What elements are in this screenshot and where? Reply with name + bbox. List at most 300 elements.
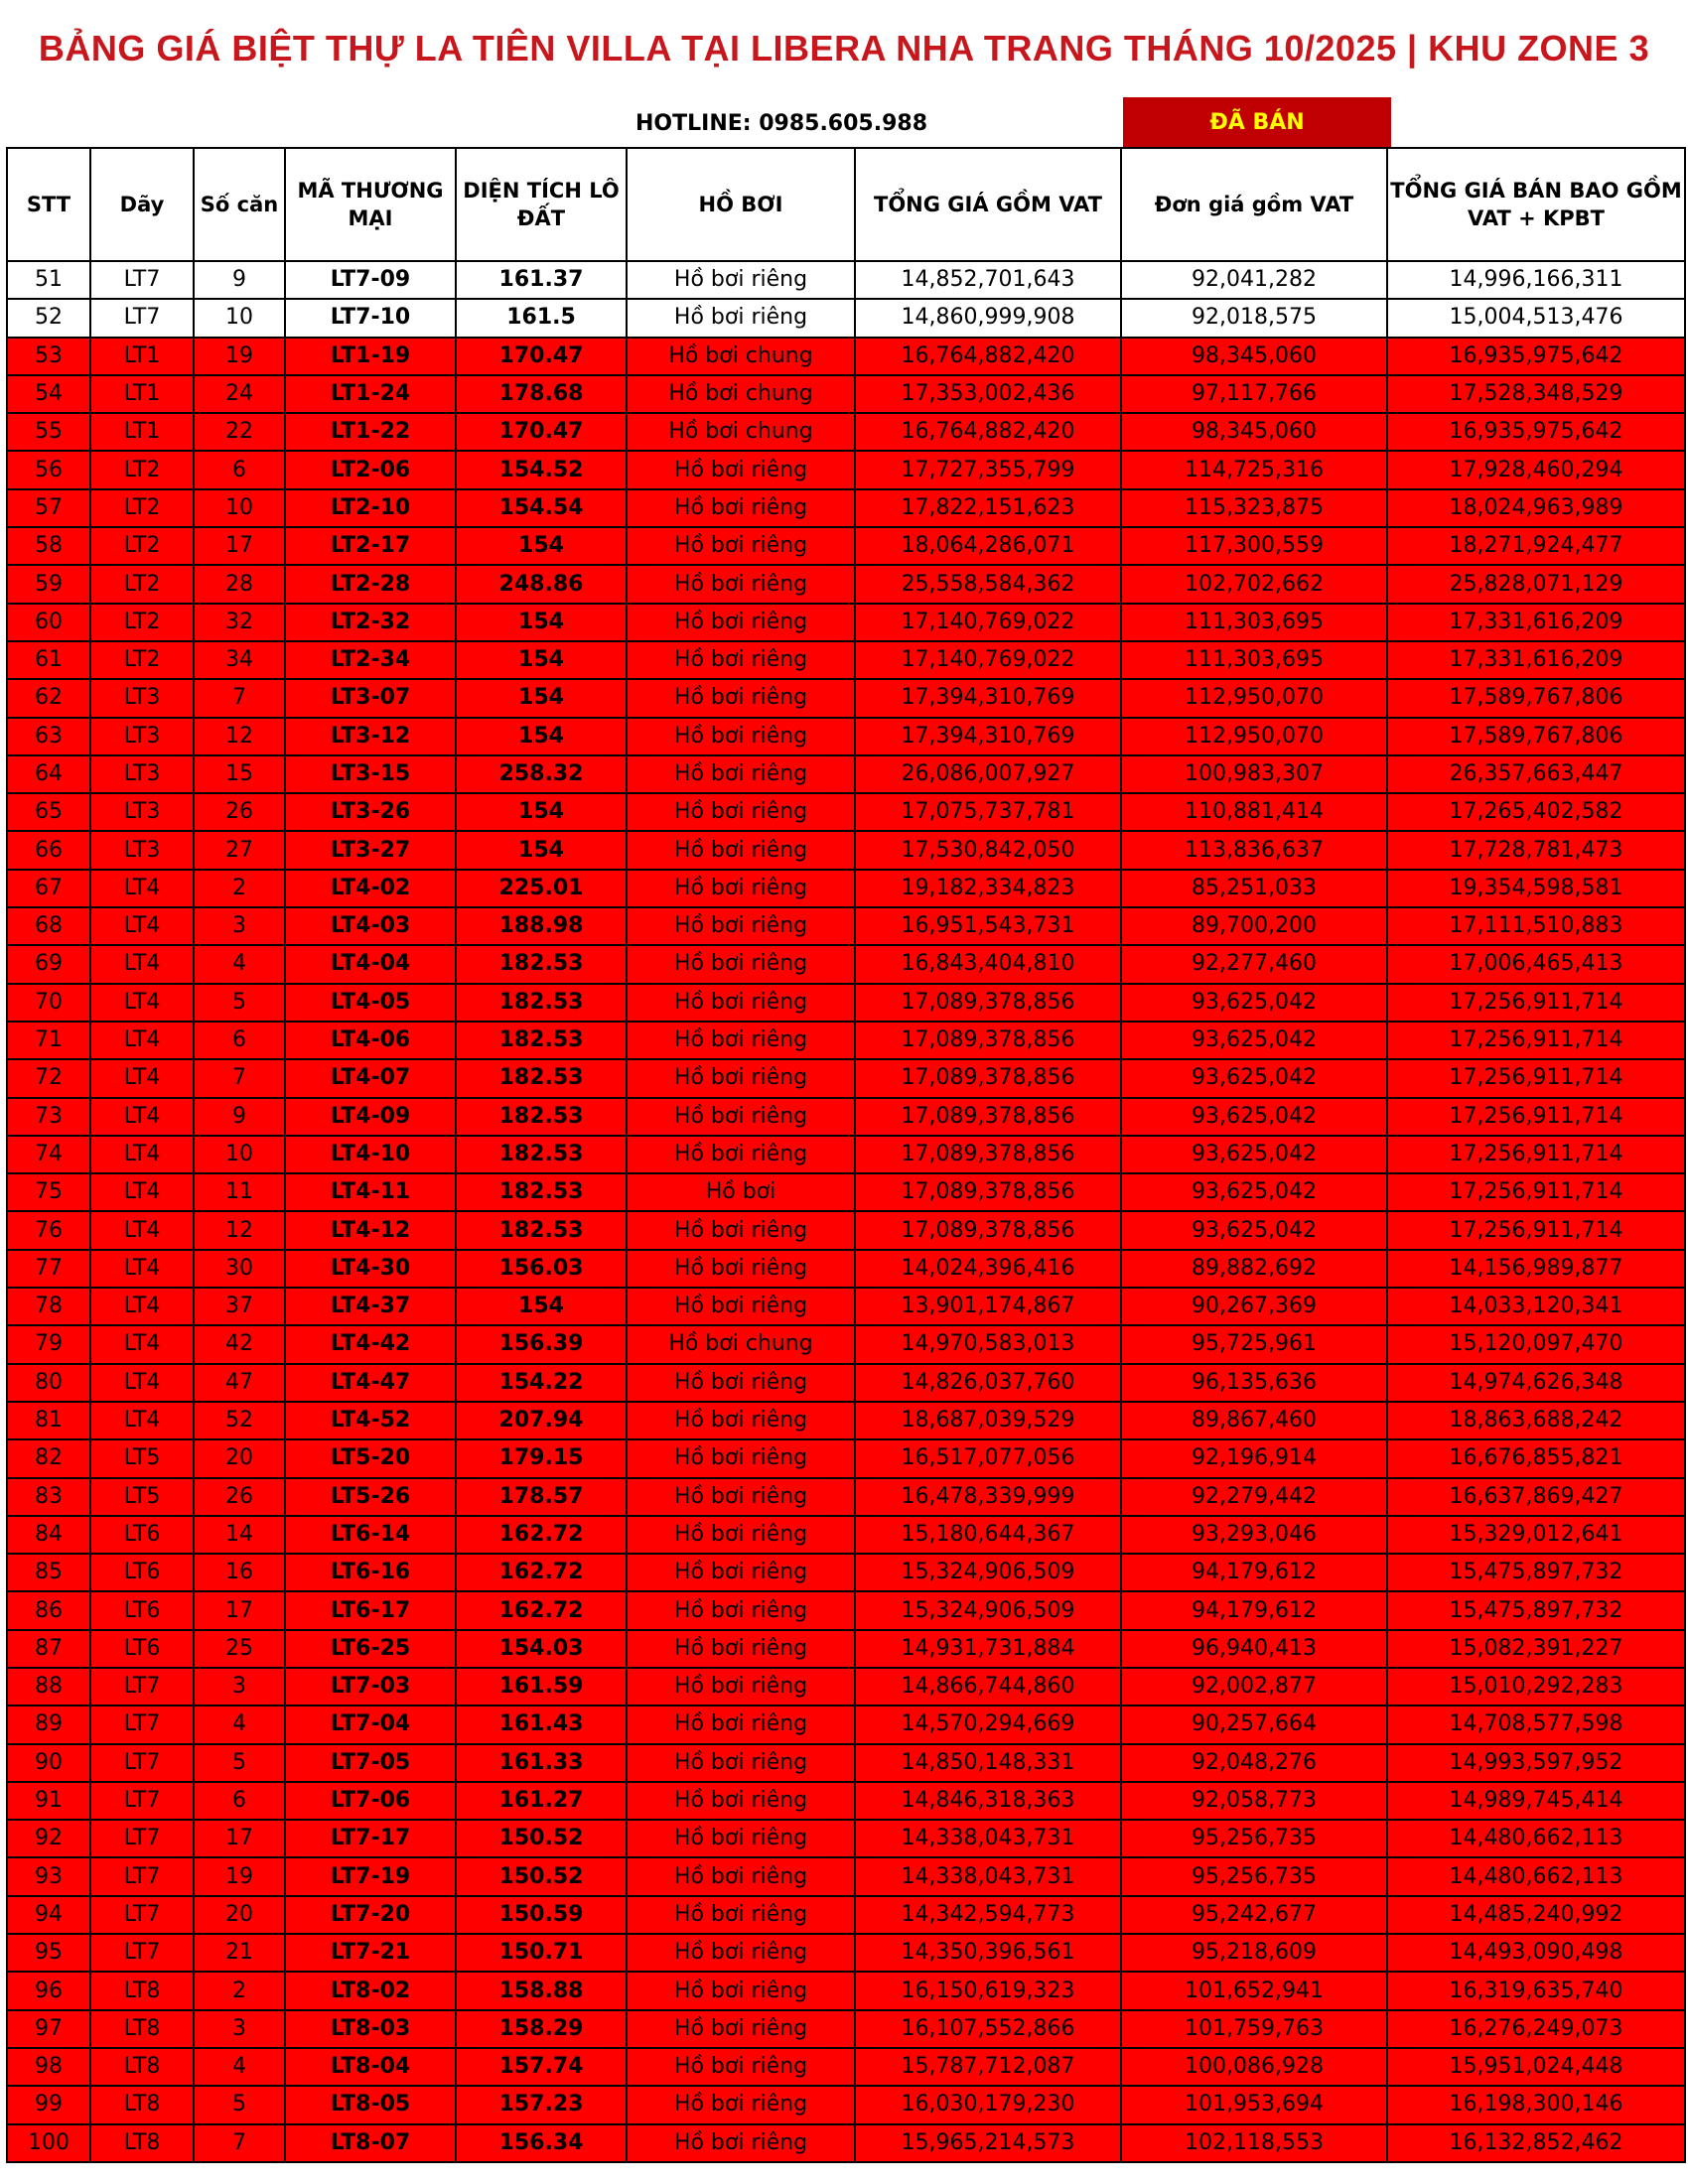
cell-tong-gia: 16,107,552,866 (855, 2010, 1121, 2048)
cell-so-can: 28 (194, 565, 285, 603)
cell-tong-gia-bao-gom: 14,708,577,598 (1387, 1706, 1685, 1743)
cell-day: LT8 (90, 2010, 194, 2048)
table-row (7, 489, 1685, 527)
cell-ho-boi: Hồ bơi riêng (627, 1439, 855, 1477)
cell-tong-gia-bao-gom: 15,475,897,732 (1387, 1554, 1685, 1591)
cell-ho-boi: Hồ bơi riêng (627, 1516, 855, 1554)
cell-stt: 56 (7, 451, 90, 488)
table-row (7, 1934, 1685, 1972)
cell-tong-gia: 17,822,151,623 (855, 489, 1121, 527)
cell-stt: 89 (7, 1706, 90, 1743)
cell-stt: 79 (7, 1325, 90, 1363)
cell-tong-gia: 16,764,882,420 (855, 413, 1121, 451)
header-day: Dãy (90, 148, 194, 261)
cell-don-gia: 92,048,276 (1121, 1744, 1387, 1782)
cell-ho-boi: Hồ bơi riêng (627, 679, 855, 717)
cell-tong-gia: 14,866,744,860 (855, 1668, 1121, 1706)
table-row (7, 1364, 1685, 1402)
cell-tong-gia: 14,970,583,013 (855, 1325, 1121, 1363)
cell-don-gia: 92,196,914 (1121, 1439, 1387, 1477)
cell-so-can: 14 (194, 1516, 285, 1554)
cell-stt: 71 (7, 1022, 90, 1059)
cell-don-gia: 89,867,460 (1121, 1402, 1387, 1439)
cell-ma-thuong-mai: LT7-21 (285, 1934, 456, 1972)
table-row (7, 641, 1685, 679)
cell-day: LT3 (90, 679, 194, 717)
cell-ho-boi: Hồ bơi riêng (627, 718, 855, 755)
cell-tong-gia: 14,570,294,669 (855, 1706, 1121, 1743)
cell-ma-thuong-mai: LT7-17 (285, 1820, 456, 1857)
cell-ma-thuong-mai: LT2-34 (285, 641, 456, 679)
cell-don-gia: 92,277,460 (1121, 945, 1387, 983)
table-row (7, 984, 1685, 1022)
cell-ho-boi: Hồ bơi riêng (627, 1782, 855, 1820)
table-row (7, 338, 1685, 375)
table-row (7, 1857, 1685, 1895)
cell-ho-boi: Hồ bơi riêng (627, 489, 855, 527)
cell-dien-tich: 162.72 (456, 1591, 627, 1629)
cell-ho-boi: Hồ bơi riêng (627, 1934, 855, 1972)
cell-day: LT8 (90, 1972, 194, 2009)
table-row (7, 261, 1685, 299)
cell-ho-boi: Hồ bơi riêng (627, 604, 855, 641)
cell-tong-gia: 16,764,882,420 (855, 338, 1121, 375)
cell-so-can: 42 (194, 1325, 285, 1363)
cell-tong-gia-bao-gom: 14,156,989,877 (1387, 1250, 1685, 1288)
cell-dien-tich: 158.88 (456, 1972, 627, 2009)
cell-stt: 81 (7, 1402, 90, 1439)
cell-ma-thuong-mai: LT4-03 (285, 907, 456, 945)
cell-don-gia: 95,242,677 (1121, 1896, 1387, 1934)
table-row (7, 1098, 1685, 1136)
cell-stt: 51 (7, 261, 90, 299)
cell-dien-tich: 156.39 (456, 1325, 627, 1363)
cell-ho-boi: Hồ bơi chung (627, 413, 855, 451)
cell-day: LT7 (90, 261, 194, 299)
cell-stt: 96 (7, 1972, 90, 2009)
table-row (7, 1706, 1685, 1743)
cell-tong-gia: 16,951,543,731 (855, 907, 1121, 945)
cell-ho-boi: Hồ bơi riêng (627, 1896, 855, 1934)
cell-dien-tich: 154 (456, 793, 627, 831)
cell-tong-gia: 14,826,037,760 (855, 1364, 1121, 1402)
cell-don-gia: 90,257,664 (1121, 1706, 1387, 1743)
cell-dien-tich: 161.43 (456, 1706, 627, 1743)
cell-so-can: 12 (194, 1211, 285, 1249)
cell-ma-thuong-mai: LT5-26 (285, 1478, 456, 1516)
cell-don-gia: 112,950,070 (1121, 679, 1387, 717)
cell-stt: 69 (7, 945, 90, 983)
cell-ho-boi: Hồ bơi riêng (627, 2048, 855, 2086)
cell-stt: 94 (7, 1896, 90, 1934)
cell-stt: 76 (7, 1211, 90, 1249)
cell-so-can: 6 (194, 451, 285, 488)
cell-dien-tich: 170.47 (456, 413, 627, 451)
cell-ho-boi: Hồ bơi riêng (627, 755, 855, 793)
cell-stt: 86 (7, 1591, 90, 1629)
cell-day: LT7 (90, 1782, 194, 1820)
header-dien-tich: DIỆN TÍCH LÔ ĐẤT (456, 148, 627, 261)
cell-ma-thuong-mai: LT6-16 (285, 1554, 456, 1591)
cell-ho-boi: Hồ bơi riêng (627, 870, 855, 907)
cell-dien-tich: 182.53 (456, 945, 627, 983)
cell-tong-gia: 17,089,378,856 (855, 1211, 1121, 1249)
cell-stt: 77 (7, 1250, 90, 1288)
cell-stt: 90 (7, 1744, 90, 1782)
cell-ma-thuong-mai: LT3-15 (285, 755, 456, 793)
cell-ma-thuong-mai: LT7-04 (285, 1706, 456, 1743)
cell-stt: 84 (7, 1516, 90, 1554)
cell-stt: 78 (7, 1288, 90, 1325)
cell-ma-thuong-mai: LT4-06 (285, 1022, 456, 1059)
cell-stt: 59 (7, 565, 90, 603)
table-header-row (7, 148, 1685, 261)
cell-so-can: 32 (194, 604, 285, 641)
cell-day: LT7 (90, 1857, 194, 1895)
cell-dien-tich: 154.54 (456, 489, 627, 527)
cell-stt: 58 (7, 527, 90, 565)
cell-don-gia: 95,218,609 (1121, 1934, 1387, 1972)
cell-don-gia: 93,293,046 (1121, 1516, 1387, 1554)
cell-ma-thuong-mai: LT6-17 (285, 1591, 456, 1629)
table-row (7, 1173, 1685, 1211)
cell-tong-gia: 17,353,002,436 (855, 375, 1121, 413)
cell-day: LT8 (90, 2048, 194, 2086)
cell-day: LT7 (90, 299, 194, 337)
cell-tong-gia-bao-gom: 16,935,975,642 (1387, 338, 1685, 375)
cell-so-can: 7 (194, 1059, 285, 1097)
cell-day: LT2 (90, 527, 194, 565)
cell-don-gia: 117,300,559 (1121, 527, 1387, 565)
table-row (7, 1439, 1685, 1477)
cell-ma-thuong-mai: LT4-30 (285, 1250, 456, 1288)
cell-so-can: 26 (194, 793, 285, 831)
cell-tong-gia-bao-gom: 15,082,391,227 (1387, 1630, 1685, 1668)
cell-ma-thuong-mai: LT4-52 (285, 1402, 456, 1439)
cell-ho-boi: Hồ bơi riêng (627, 565, 855, 603)
cell-tong-gia: 15,965,214,573 (855, 2124, 1121, 2162)
cell-dien-tich: 156.34 (456, 2124, 627, 2162)
cell-stt: 54 (7, 375, 90, 413)
cell-so-can: 6 (194, 1022, 285, 1059)
cell-tong-gia: 14,024,396,416 (855, 1250, 1121, 1288)
cell-so-can: 17 (194, 1820, 285, 1857)
cell-day: LT7 (90, 1744, 194, 1782)
cell-day: LT2 (90, 641, 194, 679)
cell-so-can: 17 (194, 1591, 285, 1629)
cell-stt: 80 (7, 1364, 90, 1402)
cell-day: LT4 (90, 1173, 194, 1211)
cell-dien-tich: 225.01 (456, 870, 627, 907)
table-row (7, 1325, 1685, 1363)
cell-ma-thuong-mai: LT4-07 (285, 1059, 456, 1097)
cell-ho-boi: Hồ bơi riêng (627, 451, 855, 488)
cell-day: LT4 (90, 984, 194, 1022)
price-table (6, 147, 1686, 2163)
table-row (7, 1820, 1685, 1857)
cell-tong-gia: 17,089,378,856 (855, 1173, 1121, 1211)
cell-tong-gia: 15,180,644,367 (855, 1516, 1121, 1554)
cell-dien-tich: 150.59 (456, 1896, 627, 1934)
table-row (7, 375, 1685, 413)
cell-day: LT7 (90, 1706, 194, 1743)
cell-don-gia: 98,345,060 (1121, 338, 1387, 375)
table-row (7, 413, 1685, 451)
cell-ma-thuong-mai: LT4-02 (285, 870, 456, 907)
cell-so-can: 17 (194, 527, 285, 565)
cell-ho-boi: Hồ bơi riêng (627, 1857, 855, 1895)
cell-stt: 92 (7, 1820, 90, 1857)
cell-ma-thuong-mai: LT2-06 (285, 451, 456, 488)
cell-stt: 53 (7, 338, 90, 375)
cell-so-can: 4 (194, 945, 285, 983)
cell-so-can: 7 (194, 679, 285, 717)
cell-ho-boi: Hồ bơi chung (627, 1325, 855, 1363)
cell-stt: 52 (7, 299, 90, 337)
cell-ma-thuong-mai: LT1-24 (285, 375, 456, 413)
cell-day: LT4 (90, 870, 194, 907)
cell-tong-gia-bao-gom: 17,331,616,209 (1387, 641, 1685, 679)
cell-stt: 66 (7, 831, 90, 869)
cell-tong-gia-bao-gom: 18,863,688,242 (1387, 1402, 1685, 1439)
table-row (7, 831, 1685, 869)
cell-day: LT7 (90, 1896, 194, 1934)
cell-ho-boi: Hồ bơi riêng (627, 793, 855, 831)
cell-day: LT4 (90, 1325, 194, 1363)
cell-day: LT4 (90, 945, 194, 983)
cell-don-gia: 89,882,692 (1121, 1250, 1387, 1288)
header-don-gia: Đơn giá gồm VAT (1121, 148, 1387, 261)
cell-ho-boi: Hồ bơi riêng (627, 1059, 855, 1097)
table-row (7, 1022, 1685, 1059)
table-row (7, 604, 1685, 641)
cell-tong-gia-bao-gom: 16,132,852,462 (1387, 2124, 1685, 2162)
cell-day: LT2 (90, 489, 194, 527)
cell-dien-tich: 188.98 (456, 907, 627, 945)
cell-don-gia: 115,323,875 (1121, 489, 1387, 527)
cell-ma-thuong-mai: LT7-03 (285, 1668, 456, 1706)
cell-stt: 68 (7, 907, 90, 945)
cell-so-can: 27 (194, 831, 285, 869)
cell-dien-tich: 182.53 (456, 1173, 627, 1211)
table-row (7, 1782, 1685, 1820)
table-row (7, 2086, 1685, 2123)
cell-stt: 60 (7, 604, 90, 641)
cell-tong-gia: 18,064,286,071 (855, 527, 1121, 565)
cell-tong-gia-bao-gom: 16,676,855,821 (1387, 1439, 1685, 1477)
cell-ma-thuong-mai: LT8-03 (285, 2010, 456, 2048)
cell-dien-tich: 154 (456, 641, 627, 679)
cell-don-gia: 93,625,042 (1121, 1059, 1387, 1097)
cell-tong-gia: 17,089,378,856 (855, 984, 1121, 1022)
cell-dien-tich: 154 (456, 604, 627, 641)
cell-ma-thuong-mai: LT8-07 (285, 2124, 456, 2162)
cell-tong-gia-bao-gom: 16,637,869,427 (1387, 1478, 1685, 1516)
cell-ho-boi: Hồ bơi riêng (627, 1591, 855, 1629)
cell-tong-gia: 16,478,339,999 (855, 1478, 1121, 1516)
table-row (7, 1402, 1685, 1439)
cell-so-can: 22 (194, 413, 285, 451)
cell-tong-gia-bao-gom: 17,589,767,806 (1387, 679, 1685, 717)
cell-dien-tich: 154.52 (456, 451, 627, 488)
cell-ho-boi: Hồ bơi riêng (627, 1022, 855, 1059)
cell-tong-gia: 17,530,842,050 (855, 831, 1121, 869)
cell-ho-boi: Hồ bơi riêng (627, 945, 855, 983)
cell-tong-gia-bao-gom: 17,256,911,714 (1387, 1173, 1685, 1211)
cell-tong-gia: 14,342,594,773 (855, 1896, 1121, 1934)
cell-dien-tich: 162.72 (456, 1554, 627, 1591)
cell-ma-thuong-mai: LT7-20 (285, 1896, 456, 1934)
cell-ma-thuong-mai: LT7-05 (285, 1744, 456, 1782)
cell-tong-gia-bao-gom: 16,198,300,146 (1387, 2086, 1685, 2123)
cell-ho-boi: Hồ bơi riêng (627, 1364, 855, 1402)
cell-don-gia: 113,836,637 (1121, 831, 1387, 869)
cell-don-gia: 98,345,060 (1121, 413, 1387, 451)
cell-so-can: 24 (194, 375, 285, 413)
cell-so-can: 16 (194, 1554, 285, 1591)
table-row (7, 2048, 1685, 2086)
cell-don-gia: 93,625,042 (1121, 984, 1387, 1022)
cell-stt: 83 (7, 1478, 90, 1516)
cell-ma-thuong-mai: LT2-10 (285, 489, 456, 527)
cell-tong-gia: 14,850,148,331 (855, 1744, 1121, 1782)
cell-ho-boi: Hồ bơi riêng (627, 907, 855, 945)
cell-don-gia: 92,018,575 (1121, 299, 1387, 337)
cell-ma-thuong-mai: LT2-17 (285, 527, 456, 565)
cell-ho-boi: Hồ bơi riêng (627, 984, 855, 1022)
cell-ho-boi: Hồ bơi riêng (627, 1136, 855, 1173)
cell-day: LT1 (90, 413, 194, 451)
cell-day: LT7 (90, 1934, 194, 1972)
cell-stt: 82 (7, 1439, 90, 1477)
cell-tong-gia-bao-gom: 17,265,402,582 (1387, 793, 1685, 831)
cell-stt: 73 (7, 1098, 90, 1136)
cell-stt: 74 (7, 1136, 90, 1173)
cell-ho-boi: Hồ bơi riêng (627, 641, 855, 679)
cell-stt: 57 (7, 489, 90, 527)
cell-tong-gia-bao-gom: 14,974,626,348 (1387, 1364, 1685, 1402)
cell-ma-thuong-mai: LT6-14 (285, 1516, 456, 1554)
header-ma-thuong-mai: MÃ THƯƠNG MẠI (285, 148, 456, 261)
cell-tong-gia: 17,089,378,856 (855, 1022, 1121, 1059)
cell-dien-tich: 182.53 (456, 1059, 627, 1097)
cell-ma-thuong-mai: LT5-20 (285, 1439, 456, 1477)
cell-so-can: 11 (194, 1173, 285, 1211)
header-tong-gia-bao-gom: TỔNG GIÁ BÁN BAO GỒM VAT + KPBT (1387, 148, 1685, 261)
cell-so-can: 19 (194, 338, 285, 375)
cell-don-gia: 97,117,766 (1121, 375, 1387, 413)
cell-ho-boi: Hồ bơi riêng (627, 1744, 855, 1782)
cell-so-can: 47 (194, 1364, 285, 1402)
cell-dien-tich: 161.5 (456, 299, 627, 337)
cell-so-can: 30 (194, 1250, 285, 1288)
cell-ma-thuong-mai: LT4-42 (285, 1325, 456, 1363)
cell-tong-gia-bao-gom: 17,928,460,294 (1387, 451, 1685, 488)
cell-ma-thuong-mai: LT7-09 (285, 261, 456, 299)
cell-so-can: 19 (194, 1857, 285, 1895)
cell-ho-boi: Hồ bơi riêng (627, 299, 855, 337)
header-tong-gia: TỔNG GIÁ GỒM VAT (855, 148, 1121, 261)
cell-dien-tich: 178.57 (456, 1478, 627, 1516)
cell-tong-gia-bao-gom: 17,006,465,413 (1387, 945, 1685, 983)
cell-tong-gia: 17,727,355,799 (855, 451, 1121, 488)
cell-stt: 67 (7, 870, 90, 907)
cell-tong-gia: 14,852,701,643 (855, 261, 1121, 299)
cell-day: LT5 (90, 1439, 194, 1477)
cell-ma-thuong-mai: LT4-37 (285, 1288, 456, 1325)
cell-dien-tich: 207.94 (456, 1402, 627, 1439)
cell-dien-tich: 258.32 (456, 755, 627, 793)
cell-day: LT4 (90, 1250, 194, 1288)
cell-ma-thuong-mai: LT3-12 (285, 718, 456, 755)
cell-don-gia: 93,625,042 (1121, 1098, 1387, 1136)
cell-day: LT6 (90, 1554, 194, 1591)
cell-tong-gia: 17,394,310,769 (855, 718, 1121, 755)
cell-don-gia: 95,256,735 (1121, 1820, 1387, 1857)
cell-dien-tich: 248.86 (456, 565, 627, 603)
cell-so-can: 4 (194, 2048, 285, 2086)
cell-day: LT8 (90, 2086, 194, 2123)
cell-tong-gia-bao-gom: 14,493,090,498 (1387, 1934, 1685, 1972)
cell-tong-gia: 17,075,737,781 (855, 793, 1121, 831)
cell-day: LT2 (90, 565, 194, 603)
cell-ho-boi: Hồ bơi chung (627, 338, 855, 375)
cell-so-can: 9 (194, 261, 285, 299)
cell-stt: 61 (7, 641, 90, 679)
cell-don-gia: 93,625,042 (1121, 1022, 1387, 1059)
cell-tong-gia: 14,338,043,731 (855, 1857, 1121, 1895)
cell-ma-thuong-mai: LT8-05 (285, 2086, 456, 2123)
cell-dien-tich: 150.52 (456, 1857, 627, 1895)
table-row (7, 1630, 1685, 1668)
cell-stt: 97 (7, 2010, 90, 2048)
cell-tong-gia-bao-gom: 16,319,635,740 (1387, 1972, 1685, 2009)
cell-tong-gia: 17,089,378,856 (855, 1059, 1121, 1097)
cell-tong-gia-bao-gom: 14,480,662,113 (1387, 1857, 1685, 1895)
cell-ma-thuong-mai: LT7-06 (285, 1782, 456, 1820)
cell-ma-thuong-mai: LT8-02 (285, 1972, 456, 2009)
cell-dien-tich: 154 (456, 718, 627, 755)
table-row (7, 2010, 1685, 2048)
cell-day: LT8 (90, 2124, 194, 2162)
cell-tong-gia: 13,901,174,867 (855, 1288, 1121, 1325)
cell-ma-thuong-mai: LT4-04 (285, 945, 456, 983)
cell-don-gia: 110,881,414 (1121, 793, 1387, 831)
cell-stt: 72 (7, 1059, 90, 1097)
cell-tong-gia: 15,324,906,509 (855, 1554, 1121, 1591)
cell-tong-gia-bao-gom: 18,024,963,989 (1387, 489, 1685, 527)
cell-tong-gia: 17,140,769,022 (855, 604, 1121, 641)
cell-tong-gia: 16,843,404,810 (855, 945, 1121, 983)
cell-day: LT4 (90, 1059, 194, 1097)
cell-so-can: 10 (194, 1136, 285, 1173)
cell-tong-gia-bao-gom: 14,485,240,992 (1387, 1896, 1685, 1934)
table-row (7, 718, 1685, 755)
cell-day: LT4 (90, 1364, 194, 1402)
cell-tong-gia-bao-gom: 26,357,663,447 (1387, 755, 1685, 793)
cell-day: LT3 (90, 831, 194, 869)
table-row (7, 907, 1685, 945)
cell-so-can: 10 (194, 299, 285, 337)
table-row (7, 1668, 1685, 1706)
cell-tong-gia-bao-gom: 15,329,012,641 (1387, 1516, 1685, 1554)
cell-don-gia: 111,303,695 (1121, 641, 1387, 679)
sold-legend-badge: ĐÃ BÁN (1123, 97, 1391, 147)
cell-stt: 75 (7, 1173, 90, 1211)
cell-so-can: 2 (194, 1972, 285, 2009)
cell-tong-gia-bao-gom: 15,951,024,448 (1387, 2048, 1685, 2086)
cell-tong-gia: 17,089,378,856 (855, 1098, 1121, 1136)
